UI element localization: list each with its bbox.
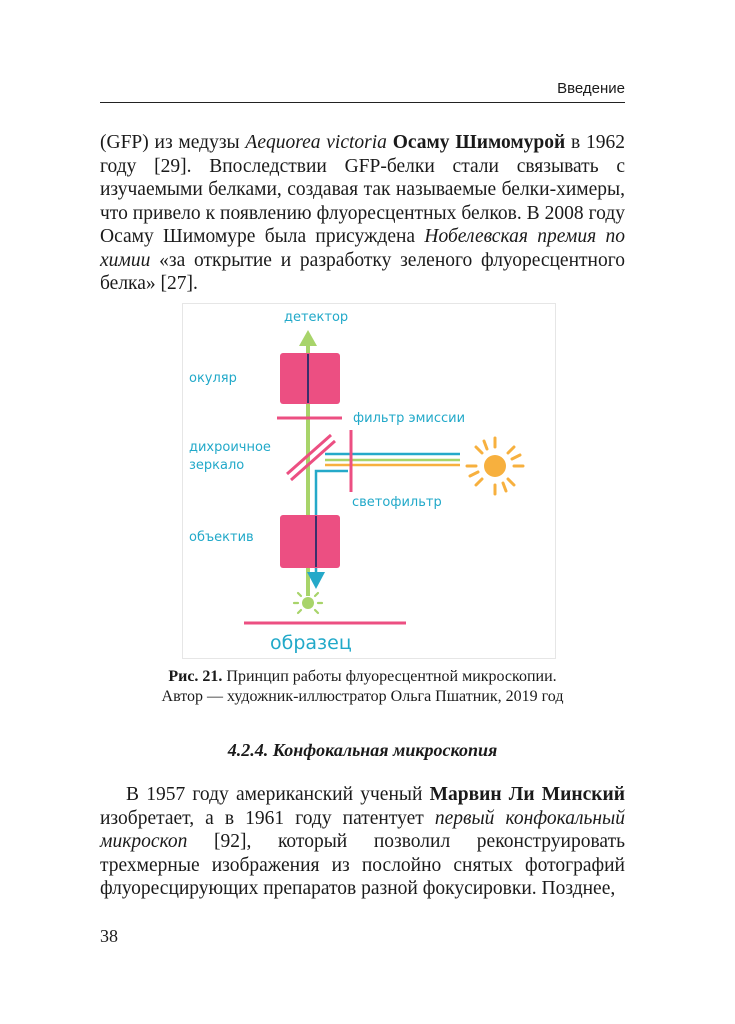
text-run: В 1957 году американский ученый [126,784,430,805]
sample-glow-icon [294,587,322,613]
label-objective: объектив [189,530,254,545]
objective-lens [280,515,340,568]
caption-line-2: Автор — художник-иллюстратор Ольга Пшатник, 2019 год [161,688,564,705]
dichroic-mirror [287,435,335,480]
caption-text: Принцип работы флуоресцентной микроскопии. [222,668,557,685]
figure-caption [100,667,625,707]
label-sample: образец [270,632,352,654]
section-subheading: 4.2.4. Конфокальная микроскопия [227,740,498,760]
ocular-lens [280,353,340,404]
label-detector: детектор [284,310,349,325]
page-number: 38 [100,926,118,946]
text-run: (GFP) из медузы [100,132,246,153]
text-run: «за открытие и разработку зеленого флуоресцентного белка» [27]. [100,249,625,294]
label-ocular: окуляр [189,371,237,386]
microscope-diagram [183,304,555,658]
text-run: [92], который позволил реконструировать трехмерные изображения из послойно снятых фотографий флуоресцирующих препаратов разной фокусировки. Позднее, [100,831,625,899]
running-header: Введение [557,80,625,97]
label-dichroic-line2: зеркало [189,458,245,473]
up-arrow-icon [299,330,317,346]
paragraph-gfp [100,131,625,296]
prize-name: Нобелевская премия по химии [100,226,625,271]
label-light-filter: светофильтр [352,495,442,510]
person-name: Осаму Шимомурой [392,132,566,153]
header-divider [100,102,625,103]
label-emission-filter: фильтр эмиссии [353,411,466,426]
caption-line-1 [100,667,625,687]
paragraph-confocal [100,783,625,901]
text-run: в 1962 году [29]. Впоследствии GFP-белки стали связывать с изучаемыми белками, создавая так называемые белки-химеры, что привело к появлению флуоресцентных белков. В 2008 году Осаму Шимомуре была присуждена [100,132,625,247]
species-name: Aequorea victoria [245,132,387,153]
light-source-sun-icon [467,438,523,494]
label-dichroic-line1: дихроичное [189,440,271,455]
figure-fluorescence-microscope [182,303,556,659]
caption-label: Рис. 21. [168,668,223,685]
invention-name: первый конфокальный микроскоп [100,807,626,852]
text-run: изобретает, а в 1961 году патентует [100,807,435,829]
person-name: Марвин Ли Минский [429,784,625,805]
